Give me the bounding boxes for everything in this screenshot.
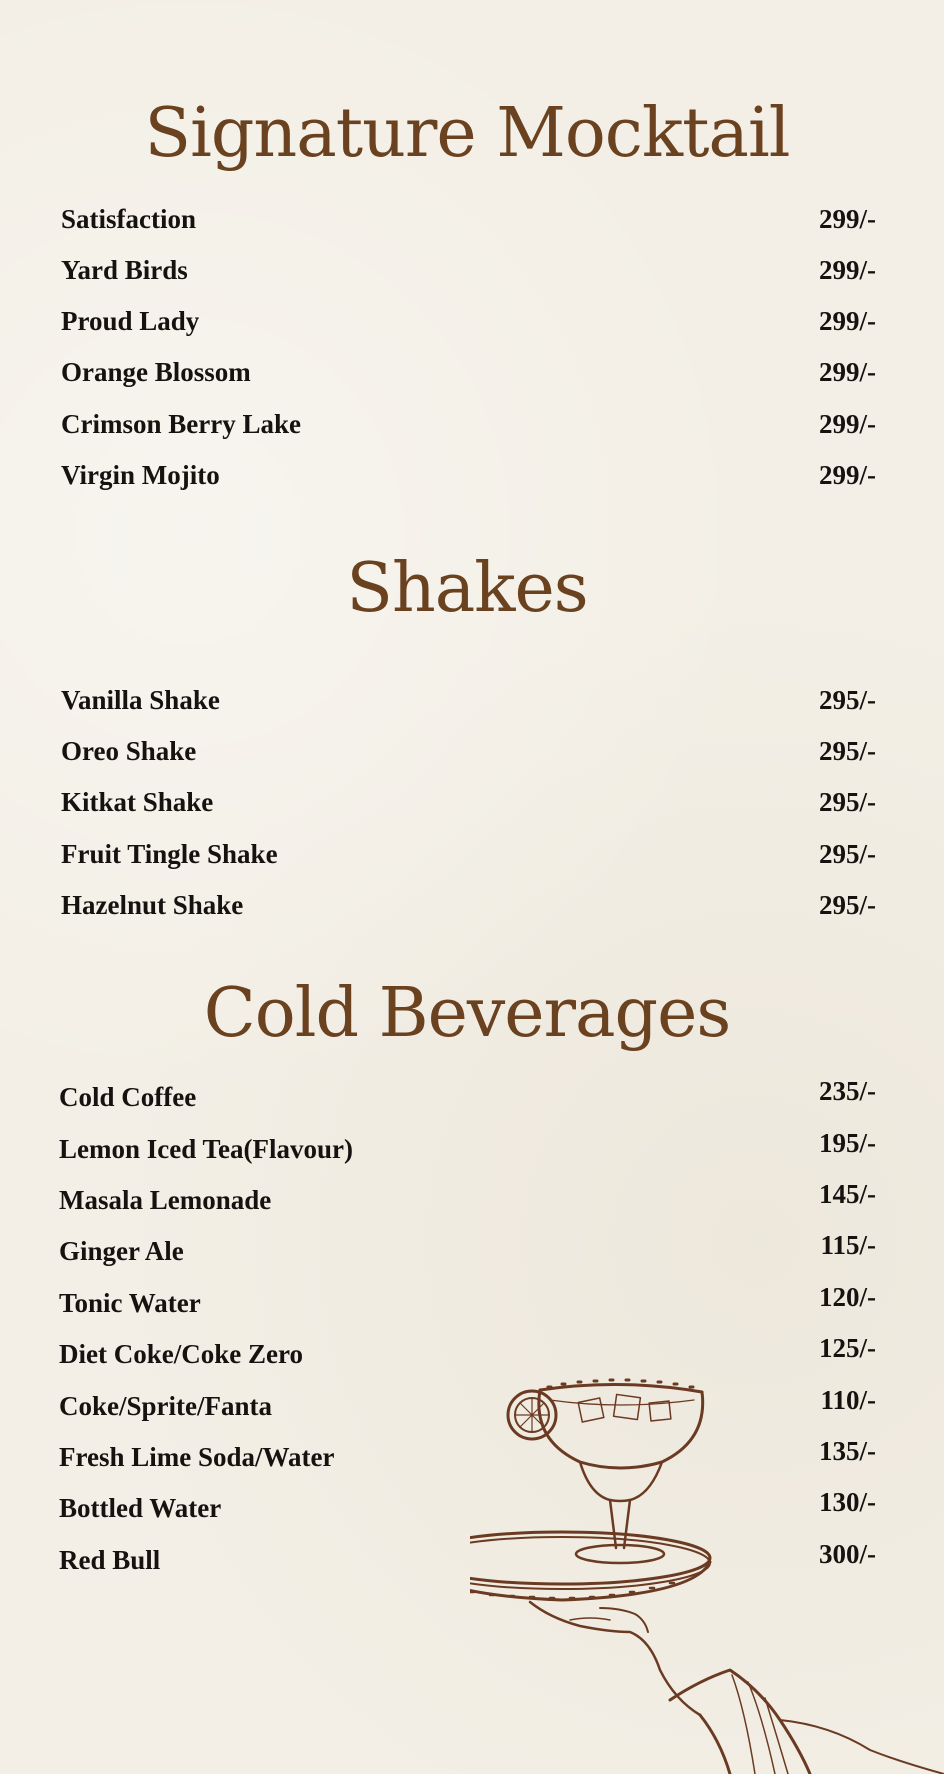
menu-item-name: Yard Birds	[61, 255, 188, 285]
menu-item-name: Diet Coke/Coke Zero	[59, 1339, 303, 1369]
menu-item-name: Vanilla Shake	[61, 685, 220, 715]
menu-item-name: Fresh Lime Soda/Water	[59, 1442, 335, 1472]
menu-item-price: 135/-	[819, 1436, 876, 1466]
menu-item-name: Satisfaction	[61, 204, 196, 234]
menu-item-price: 295/-	[819, 839, 876, 869]
menu-item-price: 295/-	[819, 787, 876, 817]
menu-item-price: 145/-	[819, 1179, 876, 1209]
menu-item-name: Tonic Water	[59, 1288, 201, 1318]
menu-item-price: 299/-	[819, 460, 876, 490]
menu-item	[0, 255, 944, 295]
menu-item	[0, 839, 944, 879]
menu-item-price: 299/-	[819, 306, 876, 336]
menu-item-price: 195/-	[819, 1128, 876, 1158]
menu-item	[0, 787, 944, 827]
cocktail-on-tray-icon	[470, 1370, 944, 1774]
menu-item	[0, 460, 944, 500]
menu-item	[0, 204, 944, 244]
menu-item-name: Ginger Ale	[59, 1236, 184, 1266]
menu-item-name: Lemon Iced Tea(Flavour)	[59, 1134, 353, 1164]
menu-item	[0, 1179, 944, 1225]
menu-item-price: 110/-	[820, 1385, 876, 1415]
section-title-shakes: Shakes	[346, 549, 588, 628]
menu-item-name: Cold Coffee	[59, 1082, 197, 1112]
menu-item	[0, 1128, 944, 1174]
section-title-signature-mocktail: Signature Mocktail	[144, 94, 790, 173]
menu-item-name: Virgin Mojito	[61, 460, 220, 490]
menu-item-name: Bottled Water	[59, 1493, 222, 1523]
menu-item-price: 235/-	[819, 1076, 876, 1106]
menu-item-price: 130/-	[819, 1487, 876, 1517]
menu-item-price: 299/-	[819, 204, 876, 234]
menu-item-name: Kitkat Shake	[61, 787, 214, 817]
menu-item	[0, 409, 944, 449]
section-title-cold-beverages: Cold Beverages	[203, 974, 731, 1053]
menu-item-price: 295/-	[819, 736, 876, 766]
menu-item	[0, 890, 944, 930]
menu-item-price: 125/-	[819, 1333, 876, 1363]
menu-item	[0, 1230, 944, 1276]
menu-item-price: 299/-	[819, 357, 876, 387]
menu-item-name: Coke/Sprite/Fanta	[59, 1391, 272, 1421]
menu-item	[0, 1282, 944, 1328]
menu-item-name: Oreo Shake	[61, 736, 197, 766]
menu-item-name: Hazelnut Shake	[61, 890, 244, 920]
menu-item-price: 295/-	[819, 890, 876, 920]
menu-item-name: Masala Lemonade	[59, 1185, 272, 1215]
menu-item	[0, 1076, 944, 1122]
menu-item-price: 120/-	[819, 1282, 876, 1312]
menu-item	[0, 357, 944, 397]
menu-item-name: Fruit Tingle Shake	[61, 839, 278, 869]
menu-item	[0, 736, 944, 776]
menu-item	[0, 306, 944, 346]
menu-item-price: 299/-	[819, 255, 876, 285]
menu-item-price: 299/-	[819, 409, 876, 439]
menu-item-price: 295/-	[819, 685, 876, 715]
menu-item-price: 300/-	[819, 1539, 876, 1569]
menu-item-name: Proud Lady	[61, 306, 200, 336]
menu-item-name: Orange Blossom	[61, 357, 251, 387]
menu-item-name: Crimson Berry Lake	[61, 409, 301, 439]
menu-item-price: 115/-	[820, 1230, 876, 1260]
menu-item-name: Red Bull	[59, 1545, 161, 1575]
menu-item	[0, 685, 944, 725]
